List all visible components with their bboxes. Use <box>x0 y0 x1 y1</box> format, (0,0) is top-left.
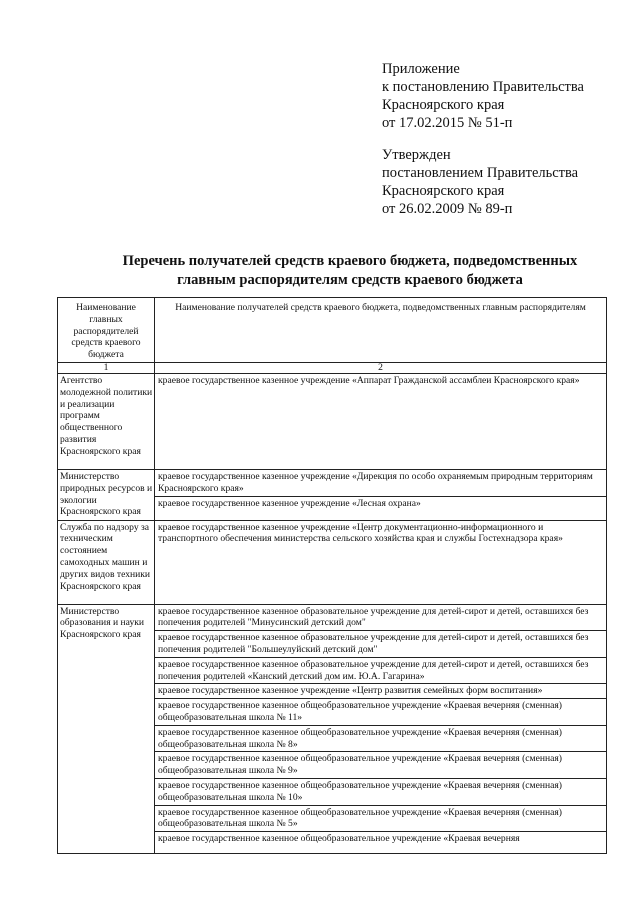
title-line-2: главным распорядителям средств краевого бюджета <box>177 272 523 288</box>
table-row <box>58 374 607 470</box>
appendix-line: к постановлению Правительства <box>382 79 584 95</box>
table-body <box>58 374 607 854</box>
appendix-line: Приложение <box>382 61 460 77</box>
recipient-name: краевое государственное казенное образовательное учреждение для детей-сирот и детей, оставшихся без попечения родителей "Большеулуйский детский дом" <box>155 631 607 658</box>
distributor-name: Министерство образования и науки Красноярского края <box>58 604 155 854</box>
recipient-name: краевое государственное казенное учреждение «Центр развития семейных форм воспитания» <box>155 684 607 699</box>
table-header-row <box>58 298 607 363</box>
table-row <box>58 520 607 604</box>
recipient-name: краевое государственное казенное общеобразовательное учреждение «Краевая вечерняя (сменная) общеобразовательная школа № 11» <box>155 699 607 726</box>
title-line-1: Перечень получателей средств краевого бюджета, подведомственных <box>122 253 578 269</box>
header-distributors: Наименование главных распорядителей средств краевого бюджета <box>58 298 155 363</box>
recipient-name: краевое государственное казенное учреждение «Аппарат Гражданской ассамблеи Красноярского края» <box>155 374 607 470</box>
recipient-name: краевое государственное казенное учреждение «Центр документационно-информационного и транспортного обеспечения министерства сельского хозяйства края и службы Гостехнадзора края» <box>155 520 607 604</box>
approval-note <box>382 146 632 218</box>
header-recipients: Наименование получателей средств краевого бюджета, подведомственных главным распорядителям <box>155 298 607 363</box>
recipient-name: краевое государственное казенное образовательное учреждение для детей-сирот и детей, оставшихся без попечения родителей «Канский детский дом им. Ю.А. Гагарина» <box>155 657 607 684</box>
recipient-name: краевое государственное казенное общеобразовательное учреждение «Краевая вечерняя (сменная) общеобразовательная школа № 8» <box>155 725 607 752</box>
column-number-row <box>58 363 607 374</box>
column-number-2: 2 <box>155 363 607 374</box>
column-number-1: 1 <box>58 363 155 374</box>
recipient-name: краевое государственное казенное образовательное учреждение для детей-сирот и детей, оставшихся без попечения родителей "Минусинский детский дом" <box>155 604 607 631</box>
approval-line: постановлением Правительства <box>382 165 579 181</box>
approval-line: от 26.02.2009 № 89-п <box>382 201 513 217</box>
recipient-name: краевое государственное казенное учреждение «Лесная охрана» <box>155 496 607 520</box>
recipient-name: краевое государственное казенное общеобразовательное учреждение «Краевая вечерняя (сменная) общеобразовательная школа № 10» <box>155 778 607 805</box>
distributor-name: Министерство природных ресурсов и экологии Красноярского края <box>58 470 155 521</box>
distributor-name: Агентство молодежной политики и реализации программ общественного развития Красноярского края <box>58 374 155 470</box>
approval-line: Красноярского края <box>382 183 505 199</box>
table-row <box>58 604 607 631</box>
appendix-line: Красноярского края <box>382 97 505 113</box>
recipient-name: краевое государственное казенное общеобразовательное учреждение «Краевая вечерняя <box>155 832 607 854</box>
budget-recipients-table <box>57 297 607 854</box>
approval-line: Утвержден <box>382 147 451 163</box>
document-title <box>60 252 640 290</box>
recipient-name: краевое государственное казенное общеобразовательное учреждение «Краевая вечерняя (сменная) общеобразовательная школа № 9» <box>155 752 607 779</box>
distributor-name: Служба по надзору за техническим состоянием самоходных машин и других видов техники Красноярского края <box>58 520 155 604</box>
recipient-name: краевое государственное казенное учреждение «Дирекция по особо охраняемым природным территориям Красноярского края» <box>155 470 607 497</box>
appendix-note <box>382 60 632 132</box>
appendix-line: от 17.02.2015 № 51-п <box>382 115 513 131</box>
table-row <box>58 470 607 497</box>
recipient-name: краевое государственное казенное общеобразовательное учреждение «Краевая вечерняя (сменная) общеобразовательная школа № 5» <box>155 805 607 832</box>
